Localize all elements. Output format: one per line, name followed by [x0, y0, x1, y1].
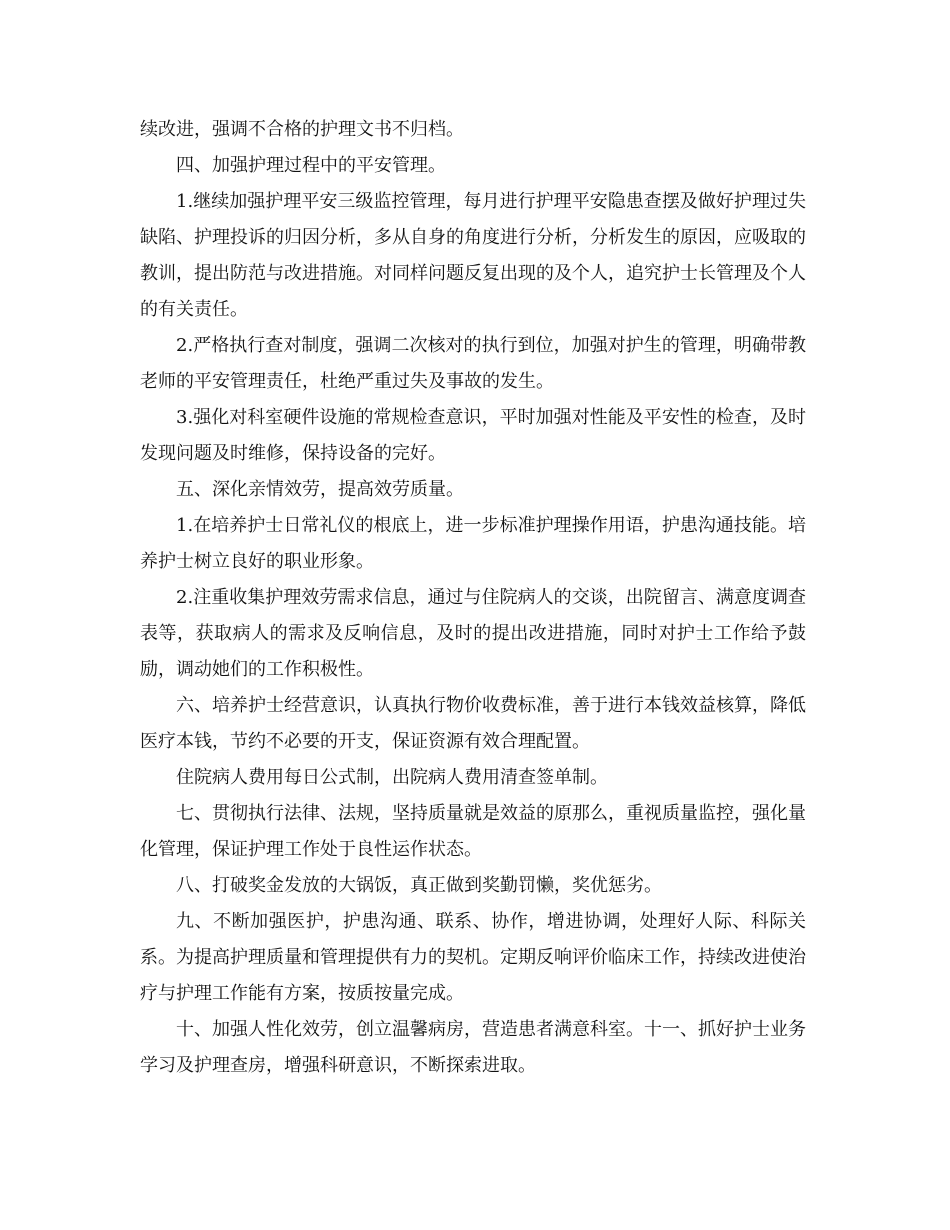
- paragraph: 住院病人费用每日公式制，出院病人费用清查签单制。: [176, 767, 608, 788]
- paragraph-continuation: 续改进，强调不合格的护理文书不归档。: [140, 119, 464, 140]
- paragraph: 2.注重收集护理效劳需求信息，通过与住院病人的交谈，出院留言、满意度调查表等，获取病人的需求及反响信息，及时的提出改进措施，同时对护士工作给予鼓励，调动她们的工作积极性。: [140, 587, 806, 680]
- section-heading-4: 四、加强护理过程中的平安管理。: [176, 155, 446, 176]
- document-body: [140, 112, 806, 1084]
- paragraph: 1.继续加强护理平安三级监控管理，每月进行护理平安隐患查摆及做好护理过失缺陷、护理投诉的归因分析，多从自身的角度进行分析，分析发生的原因，应吸取的教训，提出防范与改进措施。对同样问题反复出现的及个人，追究护士长管理及个人的有关责任。: [140, 191, 806, 320]
- section-heading-8: 八、打破奖金发放的大锅饭，真正做到奖勤罚懒，奖优惩劣。: [176, 875, 662, 896]
- section-heading-7: 七、贯彻执行法律、法规，坚持质量就是效益的原那么，重视质量监控，强化量化管理，保证护理工作处于良性运作状态。: [140, 803, 806, 860]
- section-heading-6: 六、培养护士经营意识，认真执行物价收费标准，善于进行本钱效益核算，降低医疗本钱，节约不必要的开支，保证资源有效合理配置。: [140, 695, 806, 752]
- section-heading-5: 五、深化亲情效劳，提高效劳质量。: [176, 479, 464, 500]
- section-heading-10: 十、加强人性化效劳，创立温馨病房，营造患者满意科室。十一、抓好护士业务学习及护理查房，增强科研意识，不断探索进取。: [140, 1019, 806, 1076]
- section-heading-9: 九、不断加强医护，护患沟通、联系、协作，增进协调，处理好人际、科际关系。为提高护理质量和管理提供有力的契机。定期反响评价临床工作，持续改进使治疗与护理工作能有方案，按质按量完成。: [140, 911, 806, 1004]
- paragraph: 1.在培养护士日常礼仪的根底上，进一步标准护理操作用语，护患沟通技能。培养护士树立良好的职业形象。: [140, 515, 806, 572]
- paragraph: 3.强化对科室硬件设施的常规检查意识，平时加强对性能及平安性的检查，及时发现问题及时维修，保持设备的完好。: [140, 407, 806, 464]
- paragraph: 2.严格执行查对制度，强调二次核对的执行到位，加强对护生的管理，明确带教老师的平安管理责任，杜绝严重过失及事故的发生。: [140, 335, 806, 392]
